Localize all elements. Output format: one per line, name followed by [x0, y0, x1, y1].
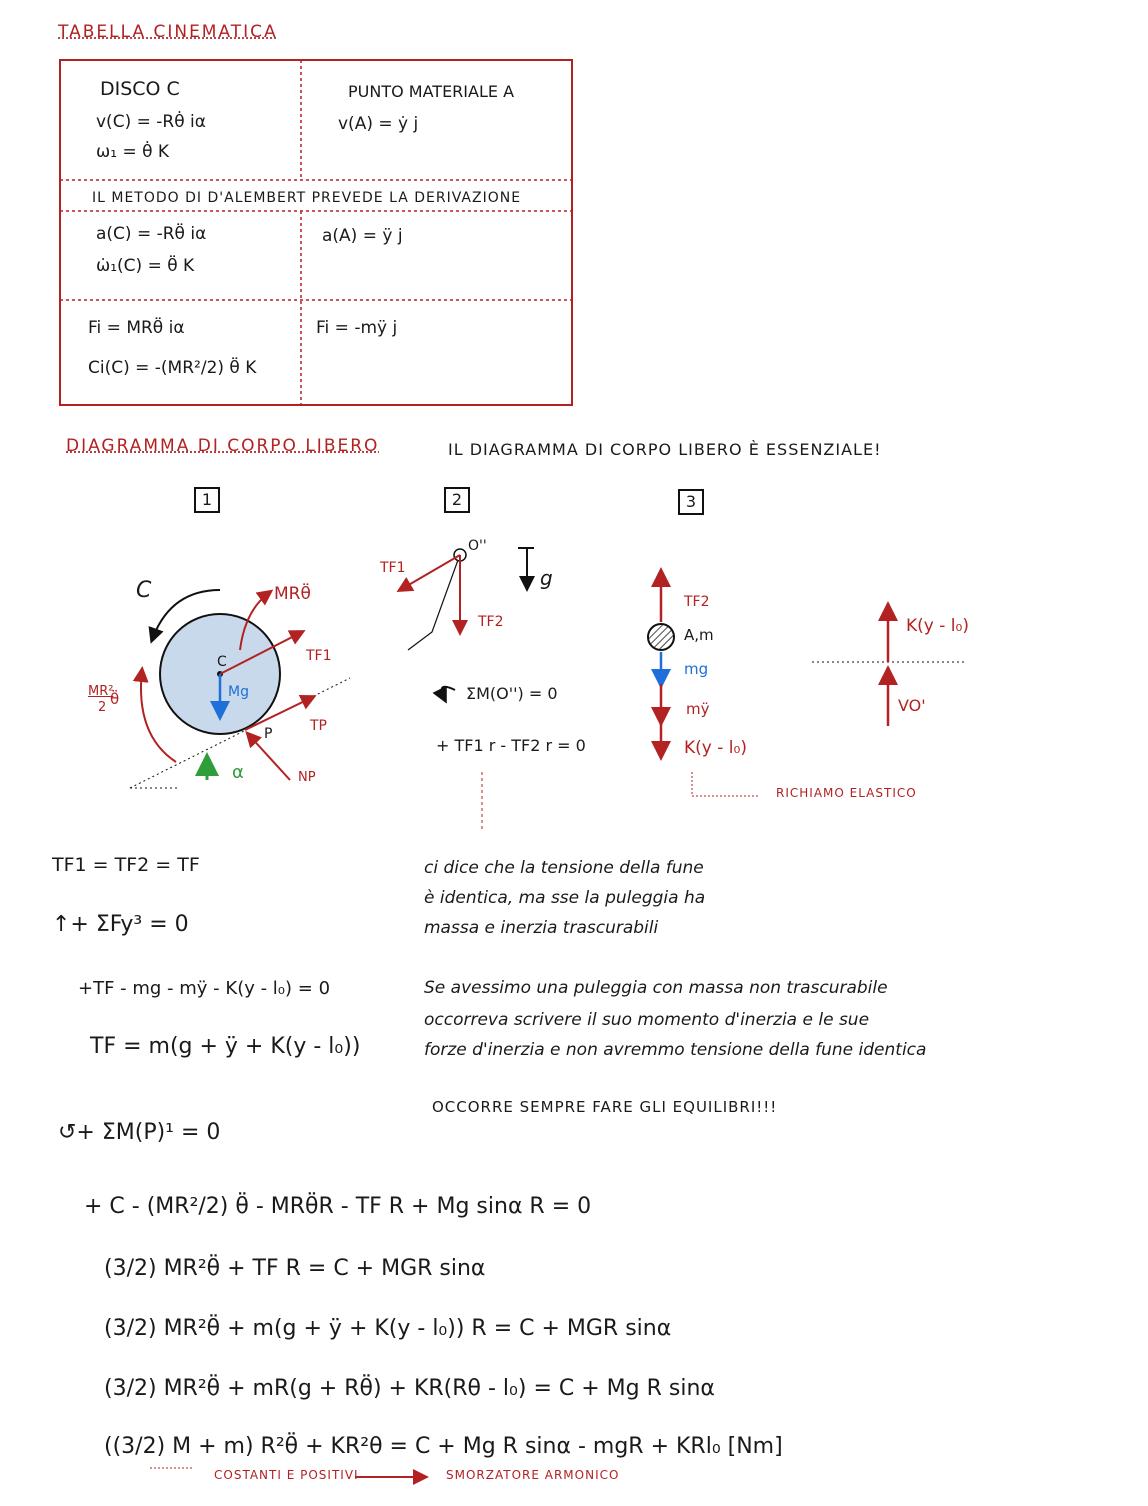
label-alpha: α: [232, 762, 244, 783]
final-eq-1: + C - (MR²/2) θ̈ - MRθ̈R - TF R + Mg sinα R = 0: [84, 1194, 592, 1219]
cell-fi-disk: Fi = MRθ̈ iα: [88, 318, 185, 338]
label-richiamo: RICHIAMO ELASTICO: [776, 786, 917, 800]
label-inertia-couple-bottom: 2: [98, 700, 107, 715]
box-1: 1: [194, 487, 220, 513]
label-am: A,m: [684, 626, 714, 644]
box-2: 2: [444, 487, 470, 513]
label-tf1-2: TF1: [380, 560, 406, 576]
label-tf2-2: TF2: [478, 614, 504, 630]
note-2: è identica, ma sse la puleggia ha: [424, 888, 706, 908]
eq-tf-equal: TF1 = TF2 = TF: [52, 854, 200, 876]
label-g: g: [540, 566, 553, 590]
eq-sum-fy: ↑+ ΣFy³ = 0: [52, 912, 189, 937]
mass-a: [648, 624, 674, 650]
note-3: massa e inerzia trascurabili: [424, 918, 659, 938]
eq-tf: TF = m(g + ÿ + K(y - l₀)): [90, 1034, 361, 1059]
final-eq-2: (3/2) MR²θ̈ + TF R = C + MGR sinα: [104, 1256, 486, 1281]
cell-punto-v: v(A) = ẏ j: [338, 114, 419, 134]
label-spring-bottom: VO': [898, 696, 926, 715]
cell-disco-title: DISCO C: [100, 78, 180, 100]
cell-method: IL METODO DI D'ALEMBERT PREVEDE LA DERIVAZIONE: [92, 190, 522, 206]
moment-eq-2: ΣM(O'') = 0: [466, 684, 558, 703]
dcl-note: IL DIAGRAMMA DI CORPO LIBERO È ESSENZIALE!: [448, 440, 882, 459]
footer-right: SMORZATORE ARMONICO: [446, 1468, 620, 1482]
label-mg-1: Mg: [228, 684, 249, 700]
label-tf1-1: TF1: [306, 648, 332, 664]
eq-moment-p: ↺+ ΣM(P)¹ = 0: [58, 1120, 221, 1145]
box-3: 3: [678, 489, 704, 515]
footer-left: COSTANTI E POSITIVI: [214, 1468, 359, 1482]
label-tp: TP: [310, 718, 327, 734]
label-inertia-force: MRθ̈: [274, 584, 311, 604]
label-my: mÿ: [686, 700, 710, 718]
cell-fi-point: Fi = -mÿ j: [316, 318, 398, 338]
final-eq-4: (3/2) MR²θ̈ + mR(g + Rθ̈) + KR(Rθ - l₀) = C + Mg R sinα: [104, 1376, 715, 1401]
label-spring-top: K(y - l₀): [906, 616, 969, 636]
heading-tabella: TABELLA CINEMATICA: [58, 22, 278, 42]
note-4: Se avessimo una puleggia con massa non trascurabile: [424, 978, 888, 998]
label-tf2-3: TF2: [684, 594, 710, 610]
note-6: forze d'inerzia e non avremmo tensione della fune identica: [424, 1040, 927, 1060]
label-np: NP: [298, 770, 316, 785]
label-p: P: [264, 726, 273, 742]
label-couple-c: C: [136, 578, 152, 603]
label-center-c: C: [217, 654, 227, 670]
note-1: ci dice che la tensione della fune: [424, 858, 704, 878]
note-7: OCCORRE SEMPRE FARE GLI EQUILIBRI!!!: [432, 1098, 778, 1116]
label-mg-3: mg: [684, 660, 709, 678]
cell-disco-v: v(C) = -Rθ̇ iα: [96, 112, 206, 132]
tension-eq-2: + TF1 r - TF2 r = 0: [436, 736, 586, 755]
final-eq-3: (3/2) MR²θ̈ + m(g + ÿ + K(y - l₀)) R = C + MGR sinα: [104, 1316, 672, 1341]
label-k3: K(y - l₀): [684, 738, 747, 758]
label-inertia-couple-top: MR²: [88, 684, 114, 699]
cell-accel-c: a(C) = -Rθ̈ iα: [96, 224, 207, 244]
label-o: O'': [468, 538, 487, 554]
cell-disco-w: ω₁ = θ̇ K: [96, 142, 170, 162]
eq-forces: +TF - mg - mÿ - K(y - l₀) = 0: [78, 978, 331, 999]
cell-omega-c: ω̇₁(C) = θ̈ K: [96, 256, 195, 276]
cell-punto-title: PUNTO MATERIALE A: [348, 82, 515, 101]
label-inertia-couple-sym: θ̈: [110, 690, 120, 708]
cell-ci-disk: Ci(C) = -(MR²/2) θ̈ K: [88, 358, 257, 378]
note-5: occorreva scrivere il suo momento d'inerzia e le sue: [424, 1010, 870, 1030]
cell-accel-a: a(A) = ÿ j: [322, 226, 403, 246]
heading-dcl: DIAGRAMMA DI CORPO LIBERO: [66, 436, 380, 456]
final-eq-5: ((3/2) M + m) R²θ̈ + KR²θ = C + Mg R sinα - mgR + KRl₀ [Nm]: [104, 1434, 783, 1459]
